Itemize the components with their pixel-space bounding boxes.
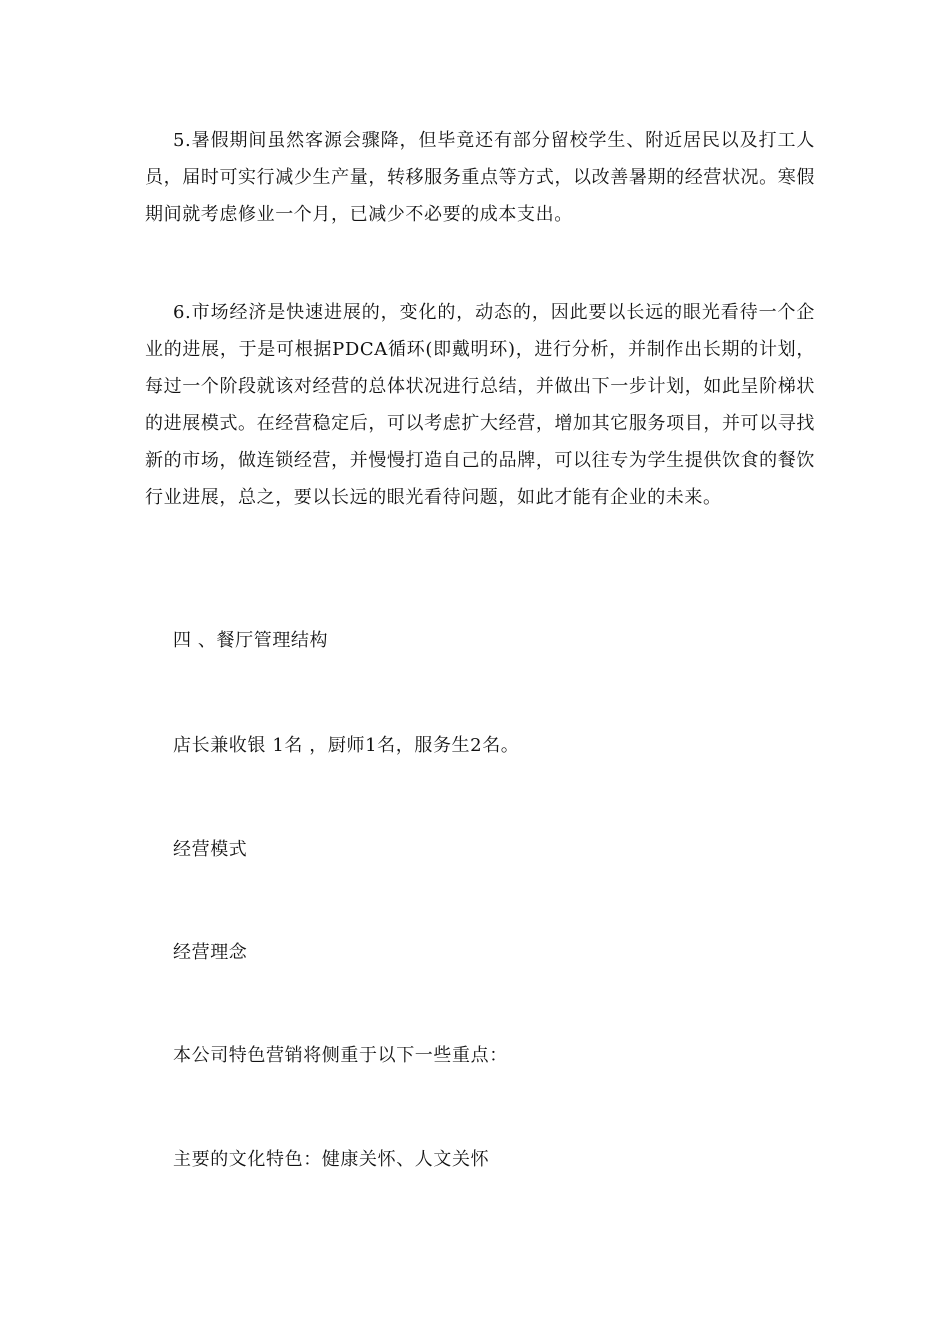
staff-structure-text: 店长兼收银 1名 ，厨师1名，服务生2名。 [173, 735, 520, 756]
business-mode-heading: 经营模式 [173, 839, 248, 860]
business-philosophy-heading: 经营理念 [173, 942, 248, 963]
paragraph-5: 5.暑假期间虽然客源会骤降，但毕竟还有部分留校学生、附近居民以及打工人员，届时可实行减少生产量，转移服务重点等方式，以改善暑期的经营状况。寒假期间就考虑修业一个月，已减少不必要的成本支出。 [145, 130, 815, 225]
paragraph-6: 6.市场经济是快速进展的，变化的，动态的，因此要以长远的眼光看待一个企业的进展，于是可根据PDCA循环(即戴明环)，进行分析，并制作出长期的计划，每过一个阶段就该对经营的总体状况进行总结，并做出下一步计划，如此呈阶梯状的进展模式。在经营稳定后，可以考虑扩大经营，增加其它服务项目，并可以寻找新的市场，做连锁经营，并慢慢打造自己的品牌，可以往专为学生提供饮食的餐饮行业进展，总之，要以长远的眼光看待问题，如此才能有企业的未来。 [145, 302, 815, 508]
cultural-features-text: 主要的文化特色：健康关怀、人文关怀 [173, 1149, 490, 1170]
marketing-focus-text: 本公司特色营销将侧重于以下一些重点： [173, 1045, 508, 1066]
section-4-heading: 四 、餐厅管理结构 [173, 630, 329, 651]
